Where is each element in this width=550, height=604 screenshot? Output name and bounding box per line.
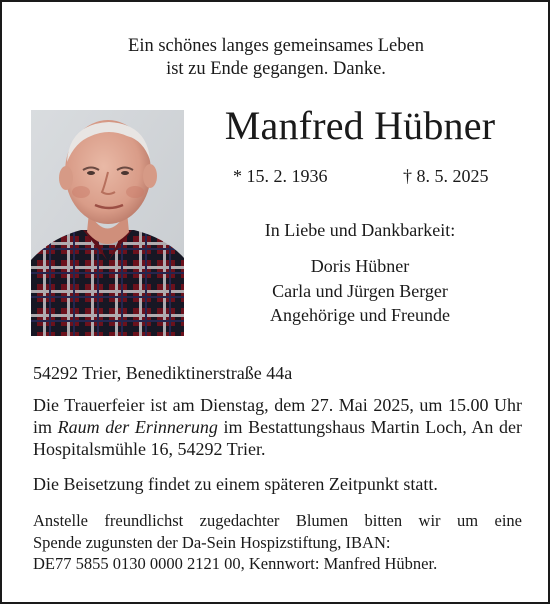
portrait-photo bbox=[31, 110, 184, 336]
birth-date: * 15. 2. 1936 bbox=[233, 166, 328, 186]
funeral-ceremony-text bbox=[33, 394, 522, 460]
mourners-list bbox=[192, 254, 528, 328]
address: 54292 Trier, Benediktinerstraße 44a bbox=[33, 363, 293, 383]
dedication-line: In Liebe und Dankbarkeit: bbox=[264, 220, 456, 240]
motto-line-2: ist zu Ende gegangen. Danke. bbox=[166, 59, 386, 79]
mourner-name: Doris Hübner bbox=[310, 256, 410, 276]
donation-line-2: Spende zugunsten der Da-Sein Hospizstiftung, IBAN: bbox=[33, 532, 391, 552]
donation-line-1: Anstelle freundlichst zugedachter Blumen bitten wir um eine bbox=[33, 511, 522, 530]
mourner-name: Carla und Jürgen Berger bbox=[272, 280, 448, 301]
motto-line-1: Ein schönes langes gemeinsames Leben bbox=[128, 36, 424, 56]
death-date: † 8. 5. 2025 bbox=[403, 166, 489, 186]
ceremony-text-part-2: im Bestattungshaus Martin Loch, An der Hospitalsmühle 16, 54292 Trier. bbox=[33, 417, 522, 459]
donation-line-3: DE77 5855 0130 0000 2121 00, Kennwort: Manfred Hübner. bbox=[33, 554, 438, 573]
mourner-name: Angehörige und Freunde bbox=[270, 305, 450, 325]
burial-note: Die Beisetzung findet zu einem späteren Zeitpunkt statt. bbox=[33, 474, 438, 494]
motto bbox=[2, 35, 550, 81]
deceased-name: Manfred Hübner bbox=[224, 103, 496, 148]
ceremony-text-part-1: Die Trauerfeier ist am Dienstag, dem 27. Mai 2025, um 15.00 Uhr im bbox=[33, 395, 522, 437]
donation-request bbox=[33, 510, 522, 575]
ceremony-venue: Raum der Erinnerung bbox=[57, 417, 218, 437]
